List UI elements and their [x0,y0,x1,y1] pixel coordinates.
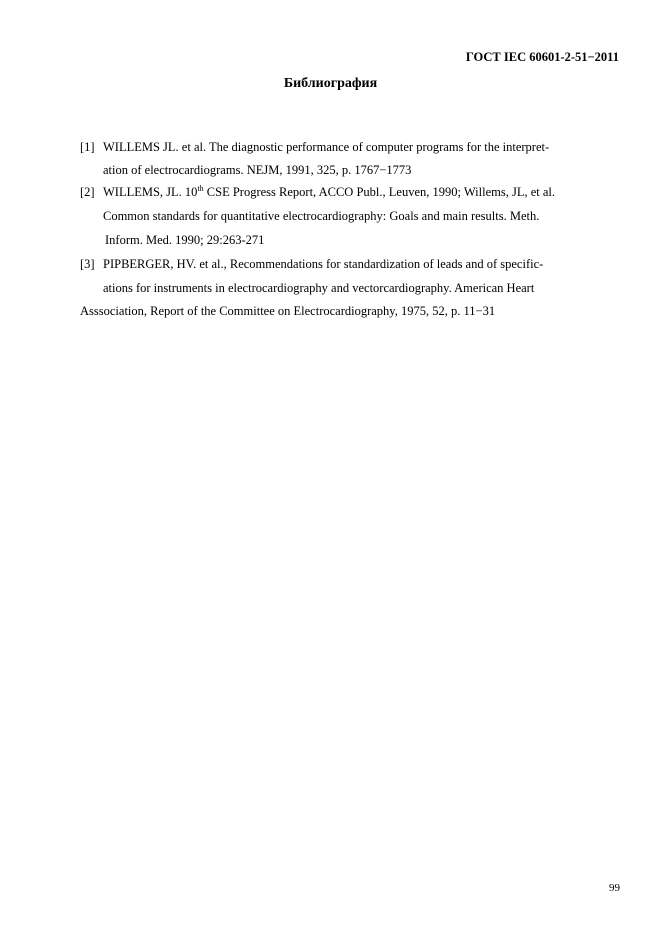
reference-3-number: [3] [80,257,95,271]
reference-1-text-1: WILLEMS JL. et al. The diagnostic performance of computer programs for the interpret- [103,140,550,154]
reference-3-line-1 [80,258,543,271]
reference-2-text-1a: WILLEMS, JL. 10 [103,185,198,199]
reference-3-text-1: PIPBERGER, HV. et al., Recommendations for standardization of leads and of specific- [103,257,544,271]
reference-2-line-3: Inform. Med. 1990; 29:263-271 [105,233,265,247]
reference-1-line-1 [80,141,549,154]
page-number: 99 [609,882,620,894]
reference-2-number: [2] [80,185,95,199]
reference-2-superscript: th [197,184,204,193]
reference-2-line-1 [80,186,555,199]
reference-1-number: [1] [80,140,95,154]
reference-2-line-2: Common standards for quantitative electrocardiography: Goals and main results. Meth. [103,209,540,223]
reference-1-line-2: ation of electrocardiograms. NEJM, 1991, 325, p. 1767−1773 [103,163,412,177]
reference-3-line-2: ations for instruments in electrocardiography and vectorcardiography. American Heart [103,281,535,295]
document-header: ГОСТ IEC 60601-2-51−2011 [465,50,619,64]
page-title: Библиография [283,76,378,91]
reference-3-line-3: Asssociation, Report of the Committee on Electrocardiography, 1975, 52, p. 11−31 [80,304,496,318]
reference-2-text-1b: CSE Progress Report, ACCO Publ., Leuven, 1990; Willems, JL, et al. [203,185,556,199]
